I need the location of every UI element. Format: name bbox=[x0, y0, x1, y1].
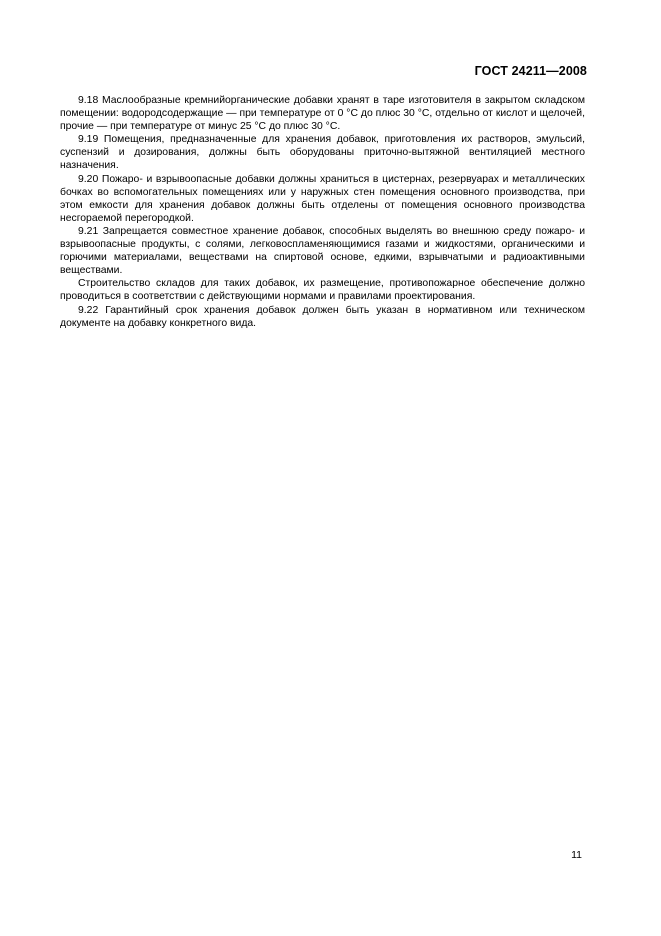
paragraph-9-22: 9.22 Гарантийный срок хранения добавок должен быть указан в нормативном или техническом документе на добавку конкретного вида. bbox=[60, 304, 585, 329]
paragraph-9-21: 9.21 Запрещается совместное хранение добавок, способных выделять во внешнюю среду пожаро- и взрывоопасные продукты, с солями, легковоспламеняющимися газами и жидкостями, органическими и горючими материалами, веществами на спиртовой основе, едкими, взрывчатыми и радиоактивными веществами. bbox=[60, 225, 585, 277]
paragraph-9-18: 9.18 Маслообразные кремнийорганические добавки хранят в таре изготовителя в закрытом складском помещении: водородсодержащие — при температуре от 0 °С до плюс 30 °С, отдельно от кислот и щелочей, прочие — при температуре от минус 25 °С до плюс 30 °С. bbox=[60, 95, 585, 133]
paragraph-9-19: 9.19 Помещения, предназначенные для хранения добавок, приготовления их растворов, эмульсий, суспензий и дозирования, должны быть оборудованы приточно-вытяжной вентиляцией местного назначения. bbox=[60, 134, 585, 172]
paragraph-9-20: 9.20 Пожаро- и взрывоопасные добавки должны храниться в цистернах, резервуарах и металлических бочках во вспомогательных помещениях или у наружных стен помещения основного производства, при этом емкости для хранения добавок должны быть отделены от помещения основного производства несгораемой перегородкой. bbox=[60, 173, 585, 224]
document-body bbox=[60, 94, 585, 330]
page-number: 11 bbox=[571, 849, 582, 861]
standard-code-header: ГОСТ 24211—2008 bbox=[474, 64, 587, 78]
paragraph-9-21-continuation: Строительство складов для таких добавок, их размещение, противопожарное обеспечение должно проводиться в соответствии с действующими нормами и правилами проектирования. bbox=[60, 278, 585, 303]
